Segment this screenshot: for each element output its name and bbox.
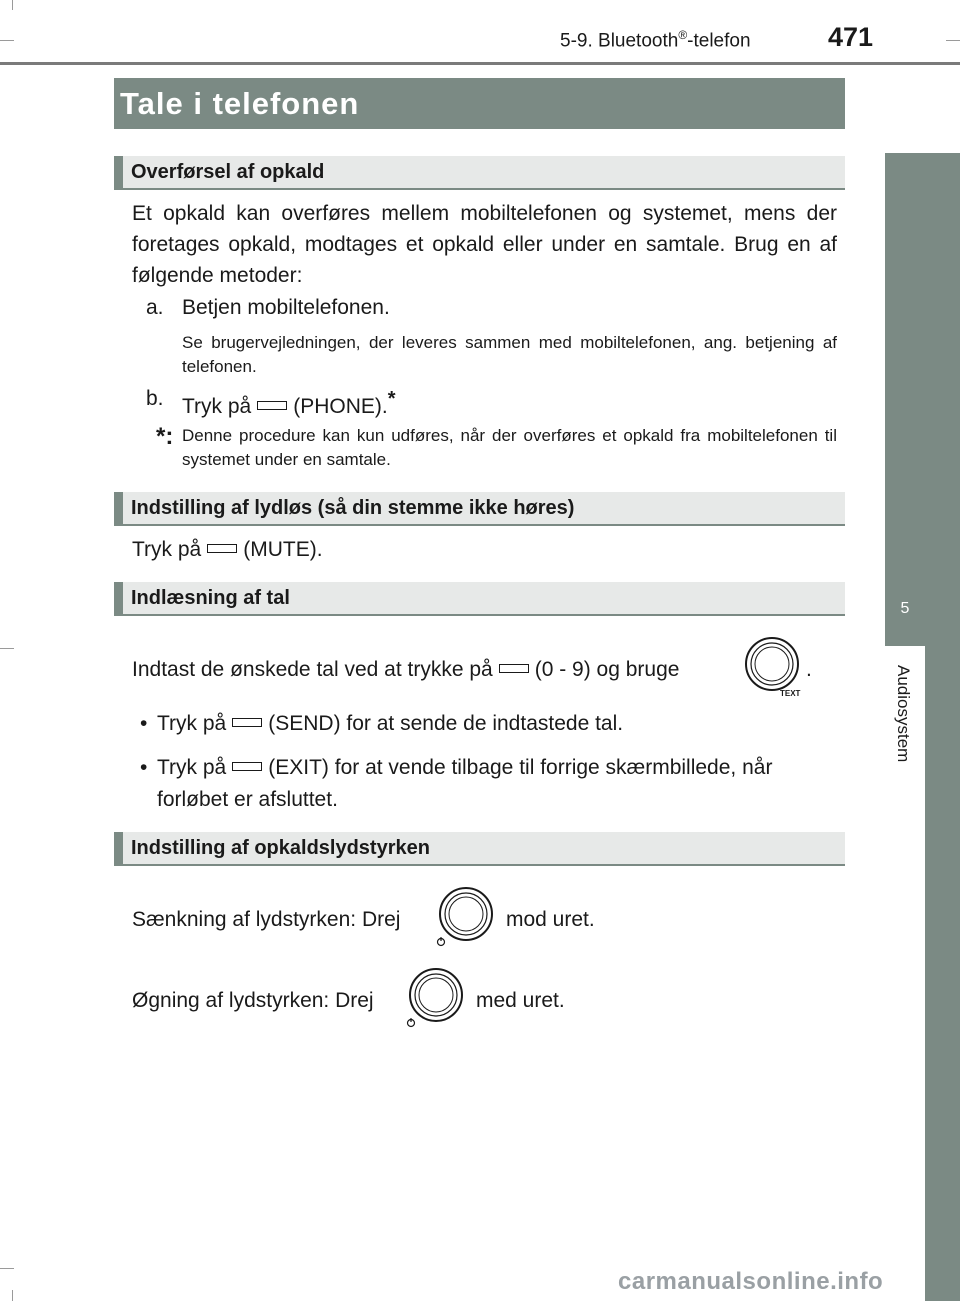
crop-mark bbox=[0, 1268, 14, 1269]
digits-end: . bbox=[806, 658, 812, 681]
chapter-number: 5 bbox=[900, 600, 910, 617]
item-b-marker: b. bbox=[146, 387, 164, 410]
page-number: 471 bbox=[828, 22, 874, 52]
mute-line bbox=[132, 537, 323, 563]
bullet2-line bbox=[157, 755, 838, 781]
header-section-suffix: -telefon bbox=[687, 30, 751, 52]
item-b-line bbox=[182, 386, 396, 420]
volume-knob-icon bbox=[404, 965, 468, 1029]
bullet1-suffix: (SEND) for at sende de indtastede tal. bbox=[268, 712, 624, 735]
volume-up-prefix: Øgning af lydstyrken: Drej bbox=[132, 989, 374, 1012]
volume-knob-icon bbox=[434, 884, 498, 948]
exit-button-icon bbox=[232, 762, 262, 771]
volume-up-suffix: med uret. bbox=[476, 989, 565, 1012]
digits-line bbox=[132, 657, 679, 683]
volume-down-prefix: Sænkning af lydstyrken: Drej bbox=[132, 908, 401, 931]
bullet2-prefix: Tryk på bbox=[157, 756, 227, 779]
mute-prefix: Tryk på bbox=[132, 538, 202, 561]
phone-button-icon bbox=[257, 401, 287, 410]
header-rule bbox=[0, 62, 960, 65]
bullet1-line bbox=[157, 711, 623, 737]
footnote-asterisk: * bbox=[387, 388, 396, 410]
crop-mark bbox=[0, 40, 14, 41]
mute-button-icon bbox=[207, 544, 237, 553]
section-heading-transfer: Overførsel af opkald bbox=[114, 156, 845, 190]
page-title: Tale i telefonen bbox=[114, 78, 845, 129]
bullet-marker: • bbox=[140, 756, 148, 779]
crop-mark bbox=[12, 0, 13, 10]
item-b-prefix: Tryk på bbox=[182, 395, 252, 418]
footnote-text: Denne procedure kan kun udføres, når der overføres et opkald fra mobiltelefonen til systemet under en samtale. bbox=[182, 426, 837, 469]
crop-mark bbox=[0, 648, 14, 649]
watermark: carmanualsonline.info bbox=[618, 1268, 884, 1295]
mute-suffix: (MUTE). bbox=[243, 538, 323, 561]
bullet2-cont: forløbet er afsluttet. bbox=[157, 788, 338, 811]
item-b-suffix: (PHONE). bbox=[293, 395, 388, 418]
bullet-marker: • bbox=[140, 712, 148, 735]
header-section-title bbox=[560, 28, 751, 52]
item-a-note: Se brugervejledningen, der leveres sammen med mobiltelefonen, ang. betjening af telefonen. bbox=[182, 333, 837, 376]
chapter-label: Audiosystem bbox=[894, 665, 913, 763]
item-a-text: Betjen mobiltelefonen. bbox=[182, 296, 390, 319]
section-heading-mute: Indstilling af lydløs (så din stemme ikke høres) bbox=[114, 492, 845, 526]
footnote-marker bbox=[156, 422, 173, 450]
digit-button-icon bbox=[499, 664, 529, 673]
header-section-prefix: 5-9. Bluetooth bbox=[560, 30, 679, 52]
tune-knob-icon bbox=[742, 634, 808, 698]
footnote-marker-text: *: bbox=[156, 423, 174, 450]
send-button-icon bbox=[232, 718, 262, 727]
transfer-intro: Et opkald kan overføres mellem mobiltelefonen og systemet, mens der foretages opkald, modtages et opkald eller under en samtale. Brug en af følgende metoder: bbox=[132, 202, 837, 287]
knob-label: TEXT bbox=[780, 689, 801, 698]
digits-prefix: Indtast de ønskede tal ved at trykke på bbox=[132, 658, 493, 681]
digits-middle: (0 - 9) og bruge bbox=[534, 658, 680, 681]
registered-mark: ® bbox=[678, 28, 688, 42]
volume-down-suffix: mod uret. bbox=[506, 908, 595, 931]
section-heading-digits: Indlæsning af tal bbox=[114, 582, 845, 616]
item-a-marker: a. bbox=[146, 296, 164, 319]
crop-mark bbox=[12, 1290, 13, 1301]
bullet2-suffix: (EXIT) for at vende tilbage til forrige skærmbillede, når bbox=[268, 756, 773, 779]
crop-mark bbox=[946, 40, 960, 41]
section-heading-volume: Indstilling af opkaldslydstyrken bbox=[114, 832, 845, 866]
bullet1-prefix: Tryk på bbox=[157, 712, 227, 735]
